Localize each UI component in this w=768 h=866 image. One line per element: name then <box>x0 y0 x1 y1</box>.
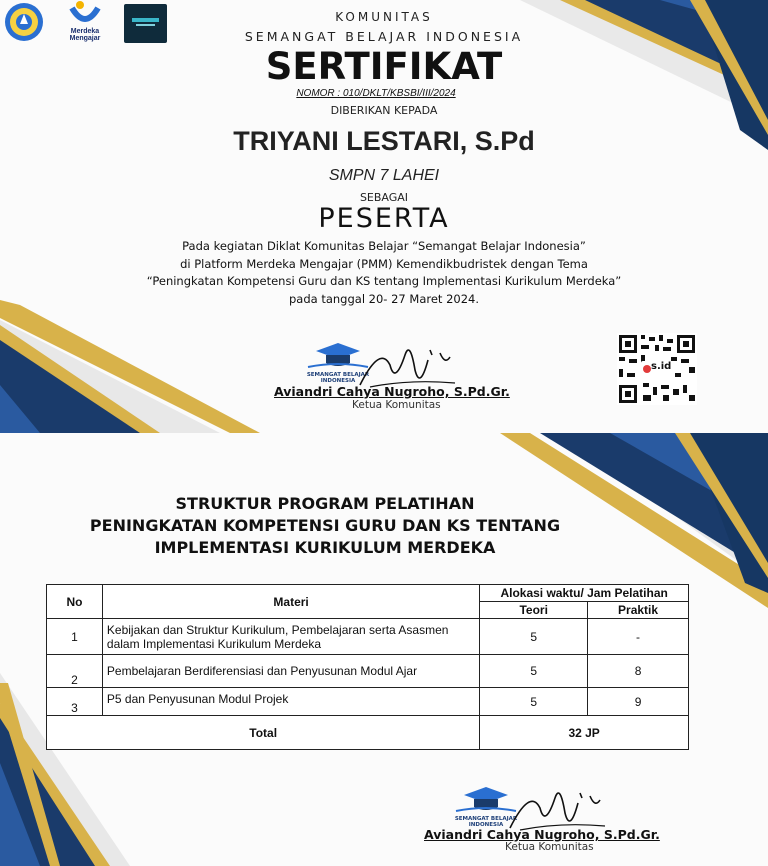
table-row <box>47 655 689 688</box>
program-title-line: IMPLEMENTASI KURIKULUM MERDEKA <box>154 538 496 557</box>
row-praktik: 9 <box>588 688 689 716</box>
total-value: 32 JP <box>480 716 689 750</box>
program-title <box>0 493 709 559</box>
signer-name: Aviandri Cahya Nugroho, S.Pd.Gr. <box>274 384 510 399</box>
given-to-label: DIBERIKAN KEPADA <box>330 104 438 117</box>
merdeka-mengajar-text: Merdeka Mengajar <box>69 28 101 42</box>
table-header-row <box>47 585 689 602</box>
description-line: “Peningkatan Kompetensi Guru dan KS tentang Implementasi Kurikulum Merdeka” <box>146 274 622 288</box>
recipient-school: SMPN 7 LAHEI <box>328 167 440 184</box>
description-line: Pada kegiatan Diklat Komunitas Belajar “Semangat Belajar Indonesia” <box>182 239 586 253</box>
description-line: pada tanggal 20- 27 Maret 2024. <box>288 291 480 306</box>
row-teori: 5 <box>480 619 588 655</box>
program-title-line: PENINGKATAN KOMPETENSI GURU DAN KS TENTANG <box>89 516 561 535</box>
description-line: di Platform Merdeka Mengajar (PMM) Kemendikbudristek dengan Tema <box>180 256 588 271</box>
certificate-description <box>0 238 768 308</box>
signature-logo-text: SEMANGAT BELAJAR <box>306 372 370 378</box>
header-materi: Materi <box>102 585 479 619</box>
signature-logo-text-2: INDONESIA <box>468 822 504 828</box>
as-label: SEBAGAI <box>359 191 409 204</box>
row-praktik: 8 <box>588 655 689 688</box>
row-no: 1 <box>47 619 103 655</box>
program-page <box>0 433 768 866</box>
signature-logo-text-2: INDONESIA <box>320 378 356 384</box>
signer-title: Ketua Komunitas <box>505 841 594 853</box>
table-row <box>47 619 689 655</box>
header-no: No <box>47 585 103 619</box>
program-title-line: STRUKTUR PROGRAM PELATIHAN <box>175 494 475 513</box>
qr-code <box>617 333 697 405</box>
signer-title: Ketua Komunitas <box>352 399 441 411</box>
program-table <box>46 584 689 750</box>
row-materi: P5 dan Penyusunan Modul Projek <box>102 688 479 716</box>
header-praktik: Praktik <box>588 602 689 619</box>
recipient-role: PESERTA <box>318 203 450 234</box>
table-row <box>47 688 689 716</box>
recipient-name: TRIYANI LESTARI, S.Pd <box>233 126 535 156</box>
certificate-title: SERTIFIKAT <box>265 45 503 88</box>
qr-label: s.id <box>651 361 672 372</box>
row-teori: 5 <box>480 655 588 688</box>
header-teori: Teori <box>480 602 588 619</box>
header-alokasi: Alokasi waktu/ Jam Pelatihan <box>480 585 689 602</box>
signer-name: Aviandri Cahya Nugroho, S.Pd.Gr. <box>424 827 660 842</box>
total-label: Total <box>47 716 480 750</box>
row-materi: Pembelajaran Berdiferensiasi dan Penyusunan Modul Ajar <box>102 655 479 688</box>
certificate-number: NOMOR : 010/DKLT/KBSBI/III/2024 <box>296 88 456 99</box>
community-name: SEMANGAT BELAJAR INDONESIA <box>244 29 524 44</box>
row-materi: Kebijakan dan Struktur Kurikulum, Pembelajaran serta Asasmen dalam Implementasi Kurikulum Merdeka <box>102 619 479 655</box>
row-teori: 5 <box>480 688 588 716</box>
row-no: 3 <box>47 688 103 716</box>
row-praktik: - <box>588 619 689 655</box>
signature-logo-text: SEMANGAT BELAJAR <box>454 816 518 822</box>
table-total-row <box>47 716 689 750</box>
row-no: 2 <box>47 655 103 688</box>
komunitas-label: KOMUNITAS <box>335 10 433 24</box>
